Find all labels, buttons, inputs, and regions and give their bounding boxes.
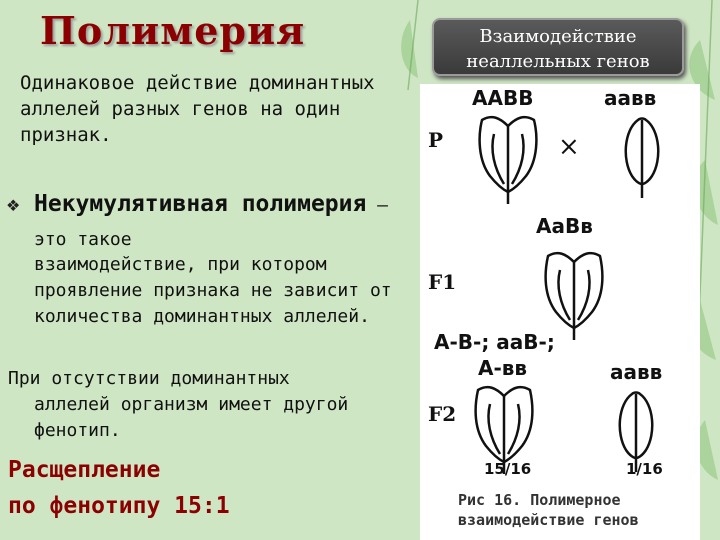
capsule-large-f2-icon [476, 387, 533, 474]
absence-line-1: При отсутствии доминантных [8, 368, 290, 389]
capsule-small-f2-icon [620, 393, 653, 473]
bullet-dash-text: – это такое [34, 195, 389, 250]
capsule-drawings [420, 84, 700, 540]
row-label-p: P [428, 128, 444, 152]
header-line-1: Взаимодействие [479, 26, 637, 47]
capsule-large-f1-icon [546, 253, 603, 340]
f1-genotype: АаВв [536, 214, 593, 238]
fraction-left: 15/16 [484, 460, 532, 478]
figure-caption: Рис 16. Полимерное взаимодействие генов [458, 491, 639, 529]
absence-paragraph [8, 366, 408, 444]
row-label-f2: F2 [428, 402, 457, 426]
phenotype-split [8, 452, 408, 524]
f2-left-genotypes-1: А-В-; ааВ-; [434, 330, 555, 354]
fraction-right: 1/16 [626, 460, 663, 478]
definition-text: Одинаковое действие доминантных аллелей разных генов на один признак. [20, 72, 375, 146]
bullet-body-text: взаимодействие, при котором проявление признака не зависит от количества доминантных аллелей. [34, 254, 392, 327]
slide-title: Полимерия [40, 8, 306, 53]
cross-symbol: × [558, 132, 580, 162]
bullet-term: Некумулятивная полимерия [34, 191, 367, 217]
bullet-term-line [34, 188, 404, 256]
header-line-2: неаллельных генов [466, 51, 650, 72]
row-label-f1: F1 [428, 270, 457, 294]
split-line-1: Расщепление [8, 457, 161, 483]
absence-rest: аллелей организм имеет другой фенотип. [34, 394, 349, 441]
parent-left-genotype: ААВВ [472, 86, 534, 110]
capsule-small-p-icon [626, 119, 659, 199]
cross-diagram-panel [420, 84, 700, 540]
parent-right-genotype: аавв [604, 86, 657, 110]
interaction-header-box [432, 18, 684, 76]
f2-right-genotype: аавв [610, 360, 663, 384]
f2-left-genotypes-2: А-вв [478, 356, 528, 380]
split-line-2: по фенотипу 15:1 [8, 493, 230, 519]
capsule-large-p-icon [480, 117, 537, 204]
diamond-bullet-icon: ❖ [6, 196, 21, 215]
